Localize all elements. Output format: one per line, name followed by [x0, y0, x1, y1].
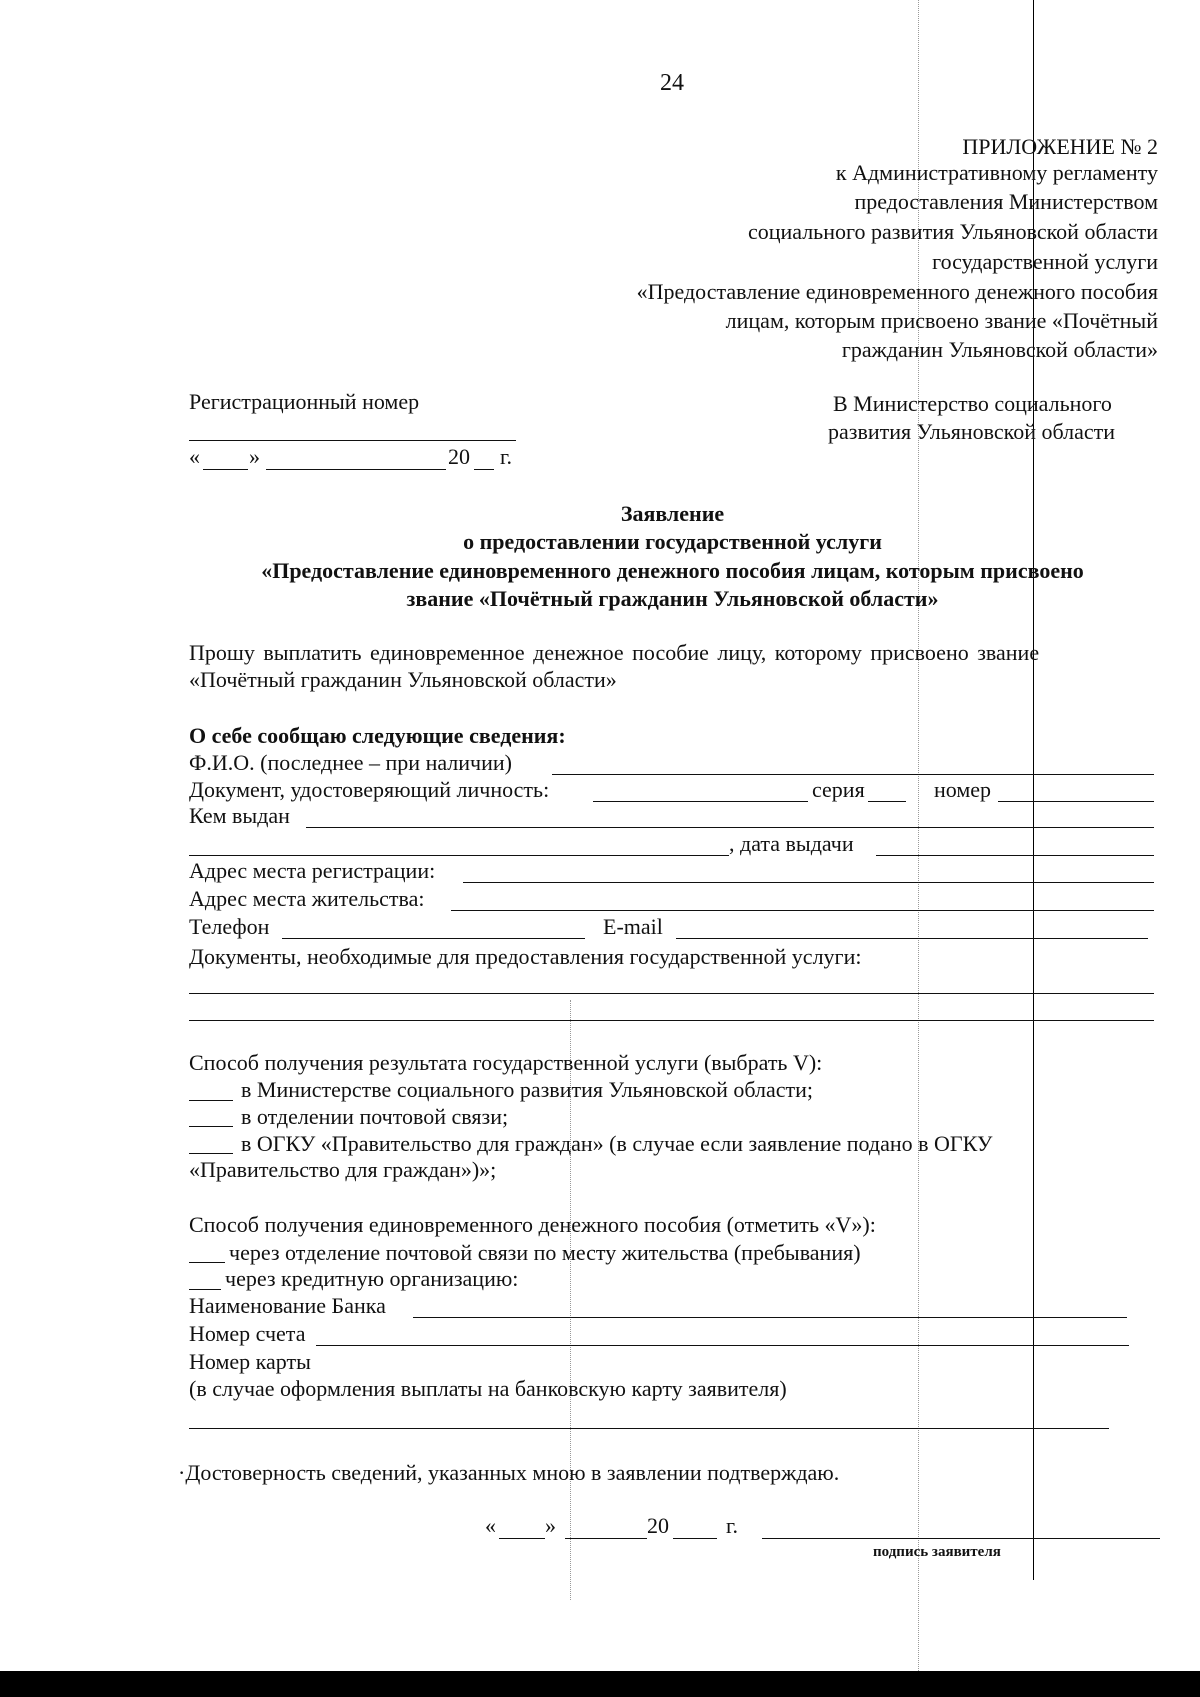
signature-caption: подпись заявителя	[873, 1544, 1001, 1560]
live-address-field[interactable]	[451, 910, 1154, 911]
result-option-label: в Министерстве социального развития Ульяновской области;	[241, 1077, 813, 1102]
payment-method-title: Способ получения единовременного денежного пособия (отметить «V»):	[189, 1212, 876, 1237]
result-option-label: в ОГКУ «Правительство для граждан» (в случае если заявление подано в ОГКУ	[241, 1131, 993, 1156]
doc-label: Документ, удостоверяющий личность:	[189, 777, 550, 802]
card-note: (в случае оформления выплаты на банковскую карту заявителя)	[189, 1376, 787, 1401]
registration-number-field[interactable]	[189, 440, 516, 441]
payment-option-checkbox[interactable]	[189, 1262, 225, 1263]
scan-dotted-line	[918, 0, 920, 1697]
bank-label: Наименование Банка	[189, 1293, 386, 1318]
heading-title: Заявление	[620, 501, 725, 526]
request-line: Прошу выплатить единовременное денежное пособие лицу, которому присвоено звание	[189, 640, 1040, 665]
registration-year-prefix: 20	[448, 444, 470, 469]
series-field[interactable]	[868, 801, 906, 802]
live-address-label: Адрес места жительства:	[189, 886, 425, 911]
phone-field[interactable]	[282, 938, 585, 939]
fio-field[interactable]	[552, 774, 1154, 775]
page-number: 24	[660, 70, 684, 96]
documents-label: Документы, необходимые для предоставления государственной услуги:	[189, 944, 862, 969]
issued-by-field-cont[interactable]	[189, 855, 729, 856]
heading-line: о предоставлении государственной услуги	[463, 529, 882, 554]
confirmation-text: ·Достоверность сведений, указанных мною в заявлении подтверждаю.	[178, 1460, 840, 1485]
appendix-title: ПРИЛОЖЕНИЕ № 2	[962, 134, 1158, 159]
result-option-label: в отделении почтовой связи;	[241, 1104, 509, 1129]
issue-date-field[interactable]	[876, 855, 1154, 856]
issued-by-label: Кем выдан	[189, 803, 290, 828]
email-label: E-mail	[603, 914, 663, 939]
appendix-line: предоставления Министерством	[854, 189, 1158, 214]
series-label: серия	[812, 777, 865, 802]
number-field[interactable]	[998, 801, 1154, 802]
documents-field[interactable]	[189, 993, 1154, 994]
result-option-label-cont: «Правительство для граждан»)»;	[189, 1157, 497, 1182]
registration-month-field[interactable]	[266, 469, 446, 470]
reg-address-label: Адрес места регистрации:	[189, 858, 436, 883]
reg-address-field[interactable]	[463, 882, 1154, 883]
result-option-checkbox[interactable]	[189, 1153, 233, 1154]
issued-by-field[interactable]	[306, 827, 1154, 828]
registration-label: Регистрационный номер	[189, 389, 420, 414]
result-option-checkbox[interactable]	[189, 1126, 233, 1127]
signature-date-open: «	[485, 1513, 496, 1538]
signature-date-close: »	[545, 1513, 556, 1538]
phone-label: Телефон	[189, 914, 270, 939]
card-label: Номер карты	[189, 1349, 311, 1374]
appendix-line: «Предоставление единовременного денежного пособия	[636, 279, 1158, 304]
signature-day-field[interactable]	[499, 1538, 545, 1539]
doc-field[interactable]	[593, 801, 808, 802]
appendix-line: социального развития Ульяновской области	[747, 219, 1158, 244]
registration-date-open: «	[189, 444, 200, 469]
signature-year-prefix: 20	[647, 1513, 669, 1538]
heading-line: «Предоставление единовременного денежного пособия лицам, которым присвоено	[261, 558, 1084, 583]
registration-day-field[interactable]	[203, 469, 248, 470]
registration-year-field[interactable]	[474, 469, 494, 470]
request-line: «Почётный гражданин Ульяновской области»	[189, 667, 617, 692]
appendix-line: лицам, которым присвоено звание «Почётный	[725, 308, 1158, 333]
appendix-line: гражданин Ульяновской области»	[841, 337, 1158, 362]
registration-year-suffix: г.	[500, 444, 513, 469]
signature-field[interactable]	[762, 1538, 1160, 1539]
payment-option-label: через отделение почтовой связи по месту жительства (пребывания)	[229, 1240, 861, 1265]
signature-year-suffix: г.	[726, 1513, 739, 1538]
addressee-line1: В Министерство социального	[833, 391, 1112, 416]
appendix-line: государственной услуги	[932, 249, 1158, 274]
addressee-line2: развития Ульяновской области	[828, 419, 1116, 444]
number-label: номер	[934, 777, 992, 802]
result-option-checkbox[interactable]	[189, 1100, 233, 1101]
signature-year-field[interactable]	[673, 1538, 717, 1539]
card-field[interactable]	[189, 1428, 1109, 1429]
payment-option-checkbox[interactable]	[189, 1289, 221, 1290]
result-method-title: Способ получения результата государственной услуги (выбрать V):	[189, 1050, 823, 1075]
account-label: Номер счета	[189, 1321, 306, 1346]
documents-field[interactable]	[189, 1020, 1154, 1021]
registration-date-close: »	[249, 444, 260, 469]
fio-label: Ф.И.О. (последнее – при наличии)	[189, 750, 512, 775]
bank-field[interactable]	[413, 1317, 1127, 1318]
issue-date-label: , дата выдачи	[729, 831, 854, 856]
heading-line: звание «Почётный гражданин Ульяновской области»	[406, 586, 939, 611]
appendix-line: к Административному регламенту	[835, 160, 1158, 185]
payment-option-label: через кредитную организацию:	[225, 1266, 519, 1291]
scan-bottom-bar	[0, 1671, 1200, 1697]
email-field[interactable]	[676, 938, 1148, 939]
account-field[interactable]	[316, 1345, 1129, 1346]
signature-month-field[interactable]	[565, 1538, 647, 1539]
about-title: О себе сообщаю следующие сведения:	[189, 723, 566, 748]
